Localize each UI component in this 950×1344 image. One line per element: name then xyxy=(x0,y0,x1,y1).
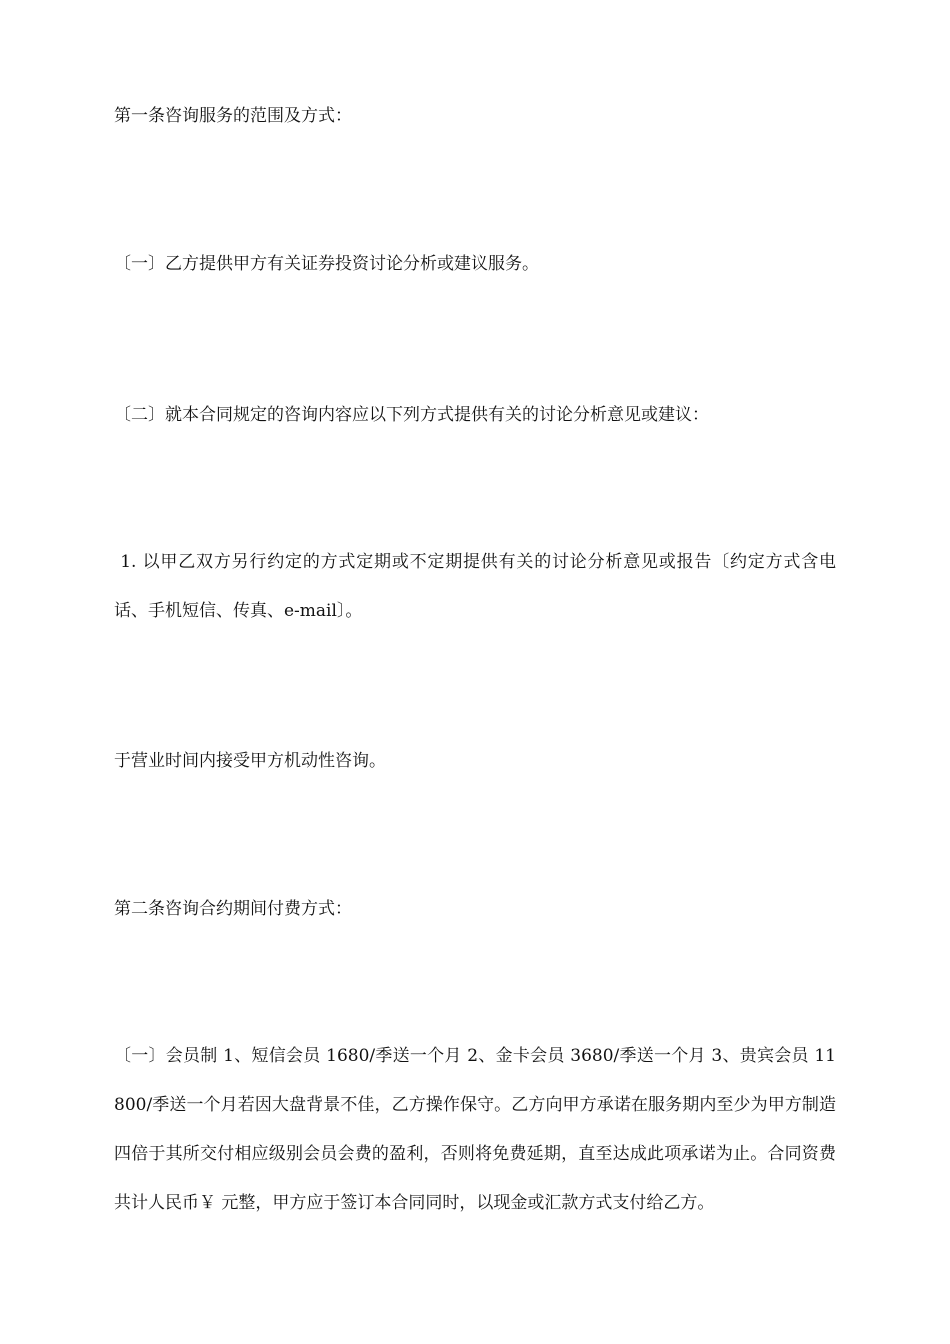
article-1-consultation-note: 于营业时间内接受甲方机动性咨询。 xyxy=(114,751,386,771)
article-2-clause-1: 〔一〕会员制 1、短信会员 1680/季送一个月 2、金卡会员 3680/季送一个月 3、贵宾会员 11800/季送一个月若因大盘背景不佳，乙方操作保守。乙方向甲方承诺在服务期内至少为甲方制造四倍于其所交付相应级别会员会费的盈利，否则将免费延期，直至达成此项承诺为止。合同资费共计人民币￥ 元整，甲方应于签订本合同同时，以现金或汇款方式支付给乙方。 xyxy=(114,1046,836,1213)
article-1-clause-2: 〔二〕就本合同规定的咨询内容应以下列方式提供有关的讨论分析意见或建议： xyxy=(114,405,709,425)
article-1-heading: 第一条咨询服务的范围及方式： xyxy=(114,106,352,126)
article-1-clause-2-item-1: 1. 以甲乙双方另行约定的方式定期或不定期提供有关的讨论分析意见或报告〔约定方式含电话、手机短信、传真、e-mail〕。 xyxy=(114,552,836,621)
article-1-clause-1: 〔一〕乙方提供甲方有关证券投资讨论分析或建议服务。 xyxy=(114,254,539,274)
article-2-heading: 第二条咨询合约期间付费方式： xyxy=(114,899,352,919)
